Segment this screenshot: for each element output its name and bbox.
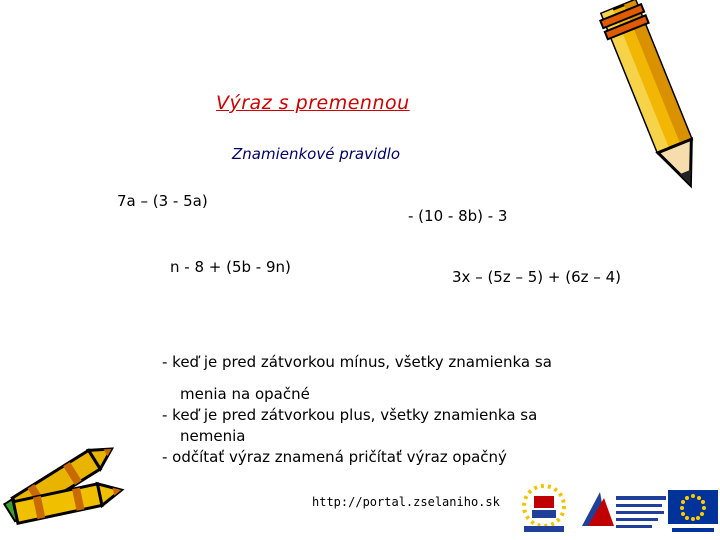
slide-title: Výraz s premennou — [216, 92, 410, 114]
eu-flag-icon — [668, 490, 718, 536]
pencil-icon — [590, 0, 720, 200]
rule-line: - keď je pred zátvorkou mínus, všetky znamienka sa — [162, 353, 552, 371]
expression-3: n - 8 + (5b - 9n) — [170, 258, 291, 276]
program-logo-icon — [514, 482, 574, 534]
slide-subtitle: Znamienkové pravidlo — [232, 145, 401, 163]
rule-line: - keď je pred zátvorkou plus, všetky znamienka sa — [162, 406, 538, 424]
expression-2: - (10 - 8b) - 3 — [408, 207, 508, 225]
crayons-icon — [0, 430, 130, 530]
rules-block — [162, 352, 632, 468]
rule-line: - odčítať výraz znamená pričítať výraz opačný — [162, 448, 507, 466]
expression-4: 3x – (5z – 5) + (6z – 4) — [452, 268, 621, 286]
agency-logo-icon — [578, 488, 668, 536]
rule-line: nemenia — [180, 427, 246, 445]
rule-line: menia na opačné — [180, 385, 310, 403]
footer-url[interactable]: http://portal.zselaniho.sk — [312, 495, 500, 509]
expression-1: 7a – (3 - 5a) — [117, 192, 208, 210]
